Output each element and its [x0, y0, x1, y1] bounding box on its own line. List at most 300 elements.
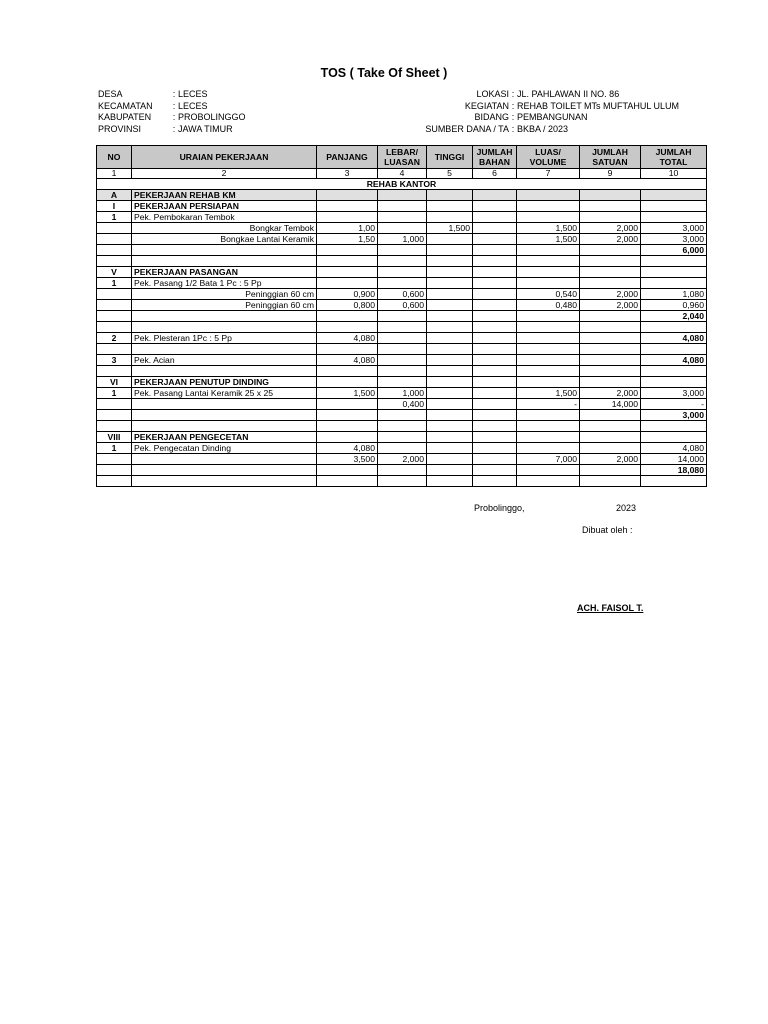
table-row: [97, 454, 707, 465]
row-js: [580, 278, 641, 289]
row-p: [317, 344, 378, 355]
row-p: 3,500: [317, 454, 378, 465]
row-p: 0,900: [317, 289, 378, 300]
meta-row: [392, 89, 712, 101]
row-lv: [517, 443, 580, 454]
row-js: [580, 366, 641, 377]
table-row: [97, 201, 707, 212]
column-header-line: NO: [107, 152, 121, 162]
row-js: [580, 256, 641, 267]
row-t: 1,500: [427, 223, 473, 234]
row-no: A: [97, 190, 132, 201]
row-l: 2,000: [378, 454, 427, 465]
row-lv: [517, 355, 580, 366]
row-p: [317, 311, 378, 322]
row-jt: [641, 432, 707, 443]
column-number: 6: [473, 169, 517, 179]
row-l: [378, 278, 427, 289]
row-lv: [517, 322, 580, 333]
row-jt: [641, 267, 707, 278]
row-no: [97, 289, 132, 300]
meta-value: JAWA TIMUR: [178, 123, 233, 134]
meta-colon: :: [172, 123, 176, 134]
row-l: 1,000: [378, 234, 427, 245]
row-p: [317, 278, 378, 289]
table-row: [97, 344, 707, 355]
row-js: [580, 476, 641, 487]
row-jt: [641, 421, 707, 432]
row-jt: 3,000: [641, 410, 707, 421]
row-p: [317, 212, 378, 223]
column-header-line: JUMLAH: [592, 147, 628, 157]
row-desc: PEKERJAAN REHAB KM: [132, 190, 317, 201]
column-header-line: LUASAN: [384, 157, 420, 167]
table-row: [97, 234, 707, 245]
row-desc: Pek. Acian: [132, 355, 317, 366]
row-t: [427, 289, 473, 300]
row-js: [580, 267, 641, 278]
row-desc: Peninggian 60 cm: [132, 300, 317, 311]
row-jt: [641, 278, 707, 289]
row-desc: [132, 421, 317, 432]
row-no: I: [97, 201, 132, 212]
footer-made-by: Dibuat oleh :: [582, 525, 633, 535]
meta-key: DESA: [98, 89, 123, 99]
row-no: [97, 454, 132, 465]
row-p: [317, 410, 378, 421]
table-row: [97, 278, 707, 289]
row-no: 3: [97, 355, 132, 366]
row-desc: [132, 399, 317, 410]
column-number: 7: [517, 169, 580, 179]
row-t: [427, 267, 473, 278]
row-l: 1,000: [378, 388, 427, 399]
row-js: 2,000: [580, 289, 641, 300]
column-header-line: VOLUME: [529, 157, 567, 167]
meta-key: SUMBER DANA / TA: [425, 123, 509, 134]
row-l: 0,400: [378, 399, 427, 410]
row-p: [317, 267, 378, 278]
row-lv: [517, 377, 580, 388]
meta-value: PROBOLINGGO: [178, 112, 246, 122]
row-jb: [473, 465, 517, 476]
row-l: [378, 311, 427, 322]
row-desc: [132, 410, 317, 421]
row-jb: [473, 377, 517, 388]
meta-row: [98, 124, 246, 136]
row-js: 2,000: [580, 300, 641, 311]
row-lv: [517, 212, 580, 223]
table-row: [97, 212, 707, 223]
column-number: 9: [580, 169, 641, 179]
table-row: [97, 476, 707, 487]
row-t: [427, 234, 473, 245]
table-row: [97, 311, 707, 322]
column-header: [641, 146, 707, 169]
row-js: 14,000: [580, 399, 641, 410]
column-header-line: TOTAL: [659, 157, 688, 167]
row-desc: [132, 454, 317, 465]
row-jb: [473, 201, 517, 212]
meta-row: [392, 112, 712, 124]
table-row: [97, 432, 707, 443]
row-p: 4,080: [317, 333, 378, 344]
row-desc: [132, 322, 317, 333]
row-t: [427, 377, 473, 388]
row-desc: [132, 344, 317, 355]
table-row: [97, 190, 707, 201]
row-js: [580, 432, 641, 443]
row-no: 2: [97, 333, 132, 344]
row-js: [580, 443, 641, 454]
row-p: [317, 256, 378, 267]
row-lv: [517, 267, 580, 278]
row-jb: [473, 443, 517, 454]
row-l: [378, 190, 427, 201]
row-lv: [517, 344, 580, 355]
row-p: [317, 201, 378, 212]
footer-year: 2023: [616, 503, 637, 513]
row-lv: [517, 410, 580, 421]
row-p: [317, 465, 378, 476]
row-desc: Pek. Pasang Lantai Keramik 25 x 25: [132, 388, 317, 399]
table-row: [97, 410, 707, 421]
section-title: REHAB KANTOR: [97, 179, 707, 190]
meta-colon: :: [172, 100, 176, 111]
row-jt: 18,080: [641, 465, 707, 476]
row-t: [427, 311, 473, 322]
table-row: [97, 399, 707, 410]
row-t: [427, 278, 473, 289]
row-js: 2,000: [580, 454, 641, 465]
meta-value: PEMBANGUNAN: [517, 112, 588, 122]
column-header: [97, 146, 132, 169]
row-js: [580, 421, 641, 432]
row-no: 1: [97, 212, 132, 223]
footer-place: Probolinggo,: [474, 503, 525, 513]
meta-value: BKBA / 2023: [517, 123, 569, 134]
row-l: [378, 476, 427, 487]
column-number: 10: [641, 169, 707, 179]
row-l: [378, 355, 427, 366]
column-number: 2: [132, 169, 317, 179]
row-jb: [473, 476, 517, 487]
row-no: 1: [97, 443, 132, 454]
row-no: [97, 476, 132, 487]
column-header: [580, 146, 641, 169]
row-no: [97, 366, 132, 377]
column-header: [132, 146, 317, 169]
row-p: [317, 399, 378, 410]
row-jt: [641, 377, 707, 388]
row-jb: [473, 267, 517, 278]
table-row: [97, 245, 707, 256]
column-number: 3: [317, 169, 378, 179]
row-no: 1: [97, 278, 132, 289]
row-p: [317, 421, 378, 432]
row-p: 4,080: [317, 443, 378, 454]
row-jt: 4,080: [641, 333, 707, 344]
row-jb: [473, 289, 517, 300]
row-lv: 0,480: [517, 300, 580, 311]
row-lv: [517, 278, 580, 289]
table-row: [97, 421, 707, 432]
row-l: [378, 333, 427, 344]
table-row: [97, 465, 707, 476]
page-title: TOS ( Take Of Sheet ): [320, 66, 448, 80]
row-jb: [473, 432, 517, 443]
row-js: [580, 311, 641, 322]
row-jt: -: [641, 399, 707, 410]
row-t: [427, 344, 473, 355]
row-no: [97, 322, 132, 333]
row-l: [378, 377, 427, 388]
table-row: [97, 223, 707, 234]
column-header: [378, 146, 427, 169]
row-p: [317, 432, 378, 443]
row-jb: [473, 311, 517, 322]
row-no: 1: [97, 388, 132, 399]
column-header-line: TINGGI: [434, 152, 465, 162]
row-jb: [473, 344, 517, 355]
row-l: [378, 432, 427, 443]
row-no: [97, 410, 132, 421]
row-jb: [473, 190, 517, 201]
row-p: 1,00: [317, 223, 378, 234]
row-jb: [473, 234, 517, 245]
meta-right: [392, 89, 712, 135]
column-number-row: [97, 169, 707, 179]
row-t: [427, 355, 473, 366]
meta-value: REHAB TOILET MTs MUFTAHUL ULUM: [517, 100, 680, 111]
row-lv: [517, 432, 580, 443]
row-l: [378, 443, 427, 454]
row-jb: [473, 399, 517, 410]
row-t: [427, 300, 473, 311]
meta-colon: :: [172, 89, 176, 99]
row-jb: [473, 300, 517, 311]
row-desc: [132, 245, 317, 256]
row-jt: 3,000: [641, 234, 707, 245]
row-jb: [473, 388, 517, 399]
row-lv: [517, 333, 580, 344]
meta-colon: :: [511, 89, 515, 99]
row-js: 2,000: [580, 223, 641, 234]
row-jt: 3,000: [641, 388, 707, 399]
row-t: [427, 476, 473, 487]
row-jt: [641, 201, 707, 212]
column-header: [517, 146, 580, 169]
table-row: [97, 322, 707, 333]
row-lv: 1,500: [517, 388, 580, 399]
row-lv: [517, 311, 580, 322]
row-l: 0,600: [378, 289, 427, 300]
table-row: [97, 355, 707, 366]
row-no: [97, 311, 132, 322]
row-t: [427, 410, 473, 421]
row-js: [580, 333, 641, 344]
row-jb: [473, 212, 517, 223]
row-l: [378, 245, 427, 256]
row-no: [97, 223, 132, 234]
column-header: [317, 146, 378, 169]
row-t: [427, 190, 473, 201]
row-l: 0,600: [378, 300, 427, 311]
row-lv: [517, 421, 580, 432]
column-header-line: PANJANG: [326, 152, 368, 162]
row-js: [580, 465, 641, 476]
row-no: [97, 344, 132, 355]
row-t: [427, 421, 473, 432]
row-desc: [132, 256, 317, 267]
row-t: [427, 432, 473, 443]
row-lv: [517, 190, 580, 201]
row-t: [427, 465, 473, 476]
column-number: 4: [378, 169, 427, 179]
row-jt: 3,000: [641, 223, 707, 234]
row-jt: 6,000: [641, 245, 707, 256]
column-number: 5: [427, 169, 473, 179]
row-t: [427, 245, 473, 256]
row-js: [580, 190, 641, 201]
row-jb: [473, 410, 517, 421]
row-l: [378, 366, 427, 377]
row-jt: [641, 344, 707, 355]
table-row: [97, 289, 707, 300]
table-row: [97, 256, 707, 267]
row-l: [378, 201, 427, 212]
table-row: [97, 267, 707, 278]
meta-left: [98, 89, 246, 135]
row-l: [378, 322, 427, 333]
row-p: 0,800: [317, 300, 378, 311]
row-no: [97, 234, 132, 245]
row-t: [427, 333, 473, 344]
row-desc: Pek. Pasang 1/2 Bata 1 Pc : 5 Pp: [132, 278, 317, 289]
row-js: [580, 377, 641, 388]
row-lv: [517, 476, 580, 487]
row-l: [378, 267, 427, 278]
column-header: [473, 146, 517, 169]
row-desc: Pek. Pengecatan Dinding: [132, 443, 317, 454]
row-jt: 2,040: [641, 311, 707, 322]
row-lv: 7,000: [517, 454, 580, 465]
column-header-line: LUAS/: [535, 147, 561, 157]
column-header-line: JUMLAH: [476, 147, 513, 157]
table-row: [97, 388, 707, 399]
table-row: [97, 333, 707, 344]
table-header-row: [97, 146, 707, 169]
meta-colon: :: [511, 123, 515, 134]
row-lv: [517, 245, 580, 256]
row-no: [97, 399, 132, 410]
row-desc: [132, 311, 317, 322]
row-desc: PEKERJAAN PENUTUP DINDING: [132, 377, 317, 388]
row-p: [317, 190, 378, 201]
row-js: [580, 410, 641, 421]
row-p: 4,080: [317, 355, 378, 366]
row-js: [580, 245, 641, 256]
row-desc: PEKERJAAN PASANGAN: [132, 267, 317, 278]
row-l: [378, 421, 427, 432]
meta-row: [392, 101, 712, 113]
row-t: [427, 388, 473, 399]
meta-key: BIDANG: [474, 112, 509, 122]
table-row: [97, 300, 707, 311]
meta-row: [392, 124, 712, 136]
row-lv: [517, 256, 580, 267]
row-desc: Bongkae Lantai Keramik: [132, 234, 317, 245]
row-p: [317, 245, 378, 256]
row-jt: [641, 366, 707, 377]
row-l: [378, 212, 427, 223]
row-lv: 1,500: [517, 223, 580, 234]
row-l: [378, 256, 427, 267]
meta-colon: :: [511, 112, 515, 122]
row-l: [378, 465, 427, 476]
meta-value: JL. PAHLAWAN II NO. 86: [517, 89, 620, 99]
row-no: VIII: [97, 432, 132, 443]
row-jt: [641, 212, 707, 223]
row-desc: [132, 366, 317, 377]
row-js: 2,000: [580, 234, 641, 245]
table-row: [97, 443, 707, 454]
row-desc: [132, 476, 317, 487]
row-jt: 0,960: [641, 300, 707, 311]
column-header-line: BAHAN: [478, 157, 511, 167]
row-t: [427, 454, 473, 465]
row-desc: PEKERJAAN PERSIAPAN: [132, 201, 317, 212]
row-l: [378, 344, 427, 355]
column-header-line: JUMLAH: [655, 147, 692, 157]
meta-row: [98, 112, 246, 124]
row-no: [97, 256, 132, 267]
row-js: [580, 355, 641, 366]
row-jt: 14,000: [641, 454, 707, 465]
row-t: [427, 201, 473, 212]
row-jt: [641, 322, 707, 333]
row-lv: 1,500: [517, 234, 580, 245]
row-js: [580, 201, 641, 212]
row-jt: 4,080: [641, 443, 707, 454]
row-js: [580, 212, 641, 223]
row-desc: Pek. Pembokaran Tembok: [132, 212, 317, 223]
row-no: [97, 245, 132, 256]
column-header-line: SATUAN: [592, 157, 628, 167]
row-p: [317, 476, 378, 487]
row-t: [427, 366, 473, 377]
column-header-line: LEBAR/: [386, 147, 418, 157]
row-p: 1,500: [317, 388, 378, 399]
row-t: [427, 399, 473, 410]
row-no: [97, 421, 132, 432]
column-number: 1: [97, 169, 132, 179]
section-title-row: [97, 179, 707, 190]
row-jb: [473, 245, 517, 256]
row-jb: [473, 223, 517, 234]
meta-colon: :: [172, 112, 176, 122]
table-row: [97, 366, 707, 377]
row-js: [580, 322, 641, 333]
row-jt: [641, 476, 707, 487]
row-p: [317, 377, 378, 388]
column-header: [427, 146, 473, 169]
row-jb: [473, 256, 517, 267]
row-jb: [473, 366, 517, 377]
row-l: [378, 223, 427, 234]
row-desc: Peninggian 60 cm: [132, 289, 317, 300]
row-jb: [473, 333, 517, 344]
